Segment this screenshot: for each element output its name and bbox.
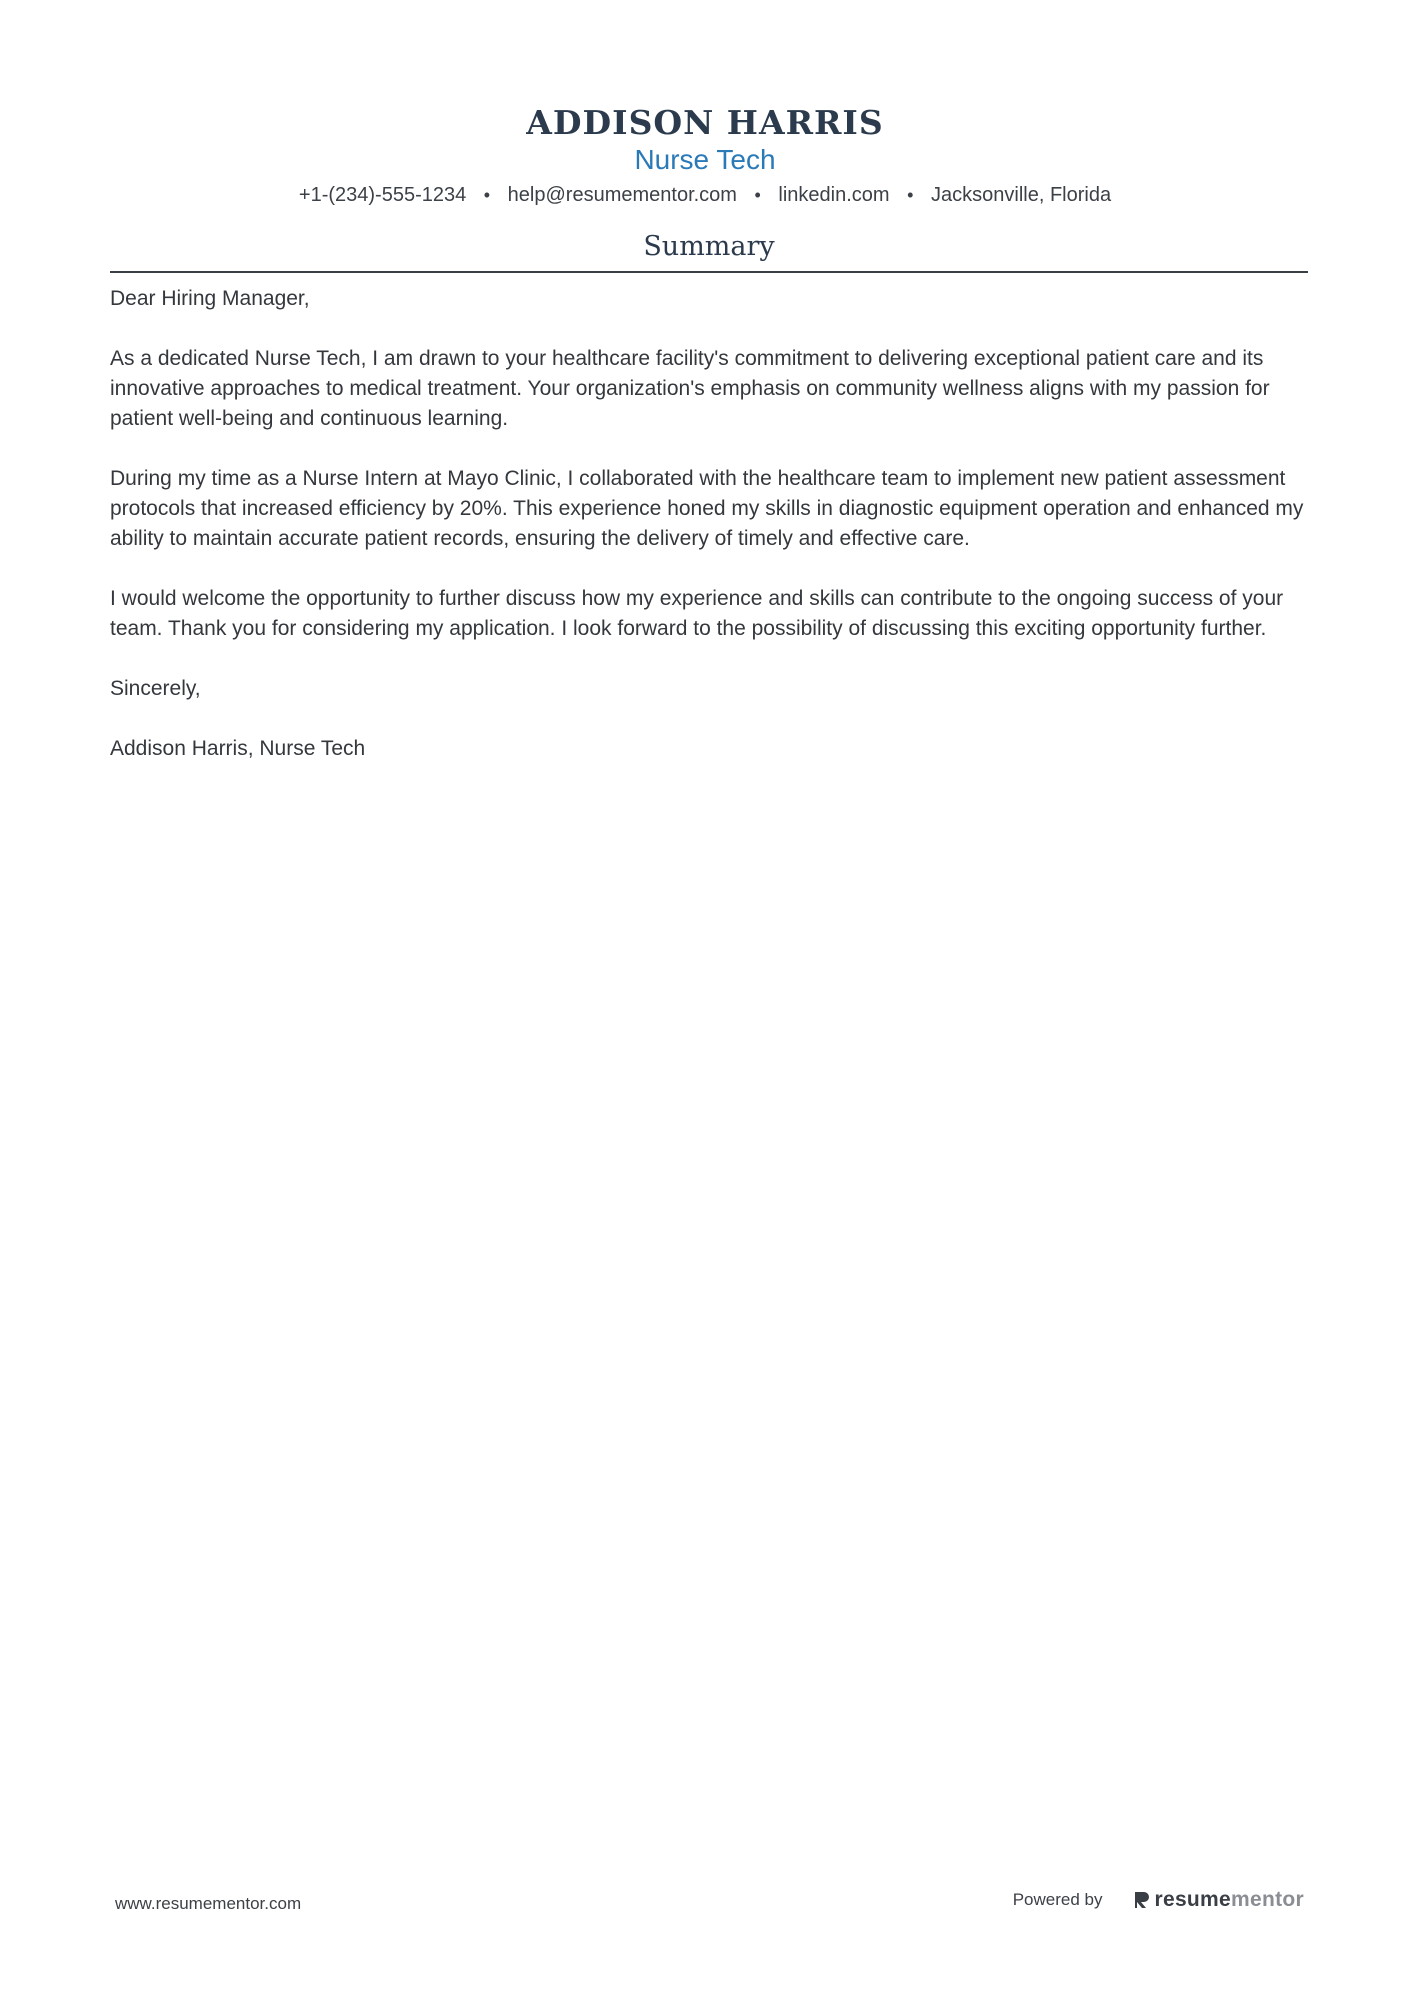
powered-by-label: Powered by	[1012, 1890, 1103, 1909]
contact-location: Jacksonville, Florida	[931, 184, 1112, 206]
brand-name-bold: resume	[1154, 1888, 1232, 1911]
letter-closing: Sincerely,	[110, 677, 201, 700]
separator-dot: •	[907, 185, 914, 205]
brand-name-light: mentor	[1231, 1888, 1304, 1911]
contact-phone: +1-(234)-555-1234	[298, 184, 467, 206]
candidate-name: ADDISON HARRIS	[526, 103, 884, 142]
header	[0, 100, 1410, 210]
letter-body	[110, 284, 1308, 794]
separator-dot: •	[754, 185, 761, 205]
letter-paragraph: I would welcome the opportunity to further discuss how my experience and skills can contribute to the ongoing success of your team. Thank you for considering my application. I look forward to the possibility of discussing this exciting opportunity further.	[110, 587, 1284, 640]
letter-greeting: Dear Hiring Manager,	[110, 287, 310, 310]
separator-dot: •	[483, 185, 491, 205]
contact-line	[0, 180, 1410, 210]
letter-signature: Addison Harris, Nurse Tech	[110, 737, 366, 760]
candidate-role: Nurse Tech	[634, 144, 776, 175]
contact-linkedin[interactable]: linkedin.com	[778, 184, 890, 206]
footer-website[interactable]: www.resumementor.com	[115, 1894, 302, 1913]
footer-branding	[1013, 1888, 1304, 1912]
section-title: Summary	[643, 231, 775, 262]
brand-logo[interactable]	[1133, 1888, 1305, 1912]
section-divider	[110, 271, 1308, 273]
letter-paragraph: As a dedicated Nurse Tech, I am drawn to your healthcare facility's commitment to delivering exceptional patient care and its innovative approaches to medical treatment. Your organization's emphasis on community wellness aligns with my passion for patient well-being and continuous learning.	[110, 347, 1270, 430]
resumementor-logo-icon	[1133, 1890, 1151, 1910]
contact-email[interactable]: help@resumementor.com	[507, 184, 737, 206]
letter-paragraph: During my time as a Nurse Intern at Mayo Clinic, I collaborated with the healthcare team to implement new patient assessment protocols that increased efficiency by 20%. This experience honed my skills in diagnostic equipment operation and enhanced my ability to maintain accurate patient records, ensuring the delivery of timely and effective care.	[110, 467, 1304, 550]
